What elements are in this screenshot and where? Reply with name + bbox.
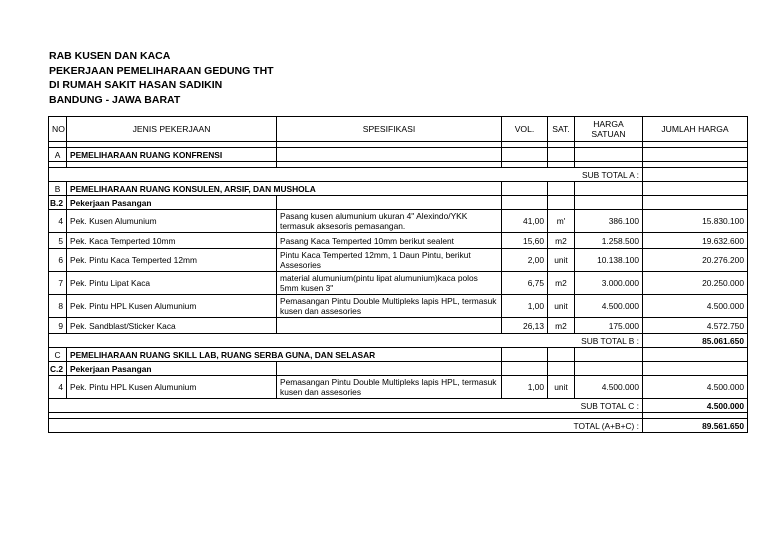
item-vol: 1,00 (502, 295, 548, 318)
item-jenis: Pek. Pintu HPL Kusen Alumunium (67, 376, 277, 399)
total-label: TOTAL (A+B+C) : (49, 419, 643, 433)
table-row (49, 272, 748, 295)
col-header-harga: HARGA SATUAN (575, 117, 643, 142)
subsection-b2-code: B.2 (49, 196, 67, 210)
item-harga: 3.000.000 (575, 272, 643, 295)
item-no: 9 (49, 318, 67, 334)
item-vol: 41,00 (502, 210, 548, 233)
item-jenis: Pek. Kusen Alumunium (67, 210, 277, 233)
col-header-vol: VOL. (502, 117, 548, 142)
col-header-no: NO (49, 117, 67, 142)
section-a-code: A (49, 148, 67, 162)
item-sat: unit (548, 376, 575, 399)
section-c-title: PEMELIHARAAN RUANG SKILL LAB, RUANG SERBA GUNA, DAN SELASAR (67, 348, 502, 362)
item-harga: 175.000 (575, 318, 643, 334)
total-row (49, 419, 748, 433)
header-line-3: DI RUMAH SAKIT HASAN SADIKIN (49, 79, 223, 91)
col-header-jenis: JENIS PEKERJAAN (67, 117, 277, 142)
table-row (49, 233, 748, 249)
subtotal-c-label: SUB TOTAL C : (49, 399, 643, 413)
subsection-c2-code: C.2 (49, 362, 67, 376)
subtotal-c-row (49, 399, 748, 413)
item-harga: 10.138.100 (575, 249, 643, 272)
col-header-spesifikasi: SPESIFIKASI (277, 117, 502, 142)
rab-table (48, 116, 748, 433)
item-vol: 26,13 (502, 318, 548, 334)
section-c-row (49, 348, 748, 362)
item-spesifikasi: Pemasangan Pintu Double Multipleks lapis HPL, termasuk kusen dan assesories (277, 376, 502, 399)
item-harga: 1.258.500 (575, 233, 643, 249)
col-header-jumlah: JUMLAH HARGA (643, 117, 748, 142)
item-no: 5 (49, 233, 67, 249)
document-header (49, 49, 274, 107)
item-jumlah: 4.572.750 (643, 318, 748, 334)
item-sat: unit (548, 295, 575, 318)
item-jenis: Pek. Pintu Kaca Temperted 12mm (67, 249, 277, 272)
subtotal-a-label: SUB TOTAL A : (49, 168, 643, 182)
subtotal-a-value (643, 168, 748, 182)
item-harga: 386.100 (575, 210, 643, 233)
item-no: 4 (49, 376, 67, 399)
item-vol: 15,60 (502, 233, 548, 249)
item-harga: 4.500.000 (575, 376, 643, 399)
item-jumlah: 15.830.100 (643, 210, 748, 233)
col-header-sat: SAT. (548, 117, 575, 142)
item-no: 4 (49, 210, 67, 233)
section-b-title: PEMELIHARAAN RUANG KONSULEN, ARSIF, DAN MUSHOLA (67, 182, 502, 196)
item-spesifikasi (277, 318, 502, 334)
item-spesifikasi: material alumunium(pintu lipat alumunium)kaca polos 5mm kusen 3" (277, 272, 502, 295)
table-row (49, 210, 748, 233)
item-jumlah: 19.632.600 (643, 233, 748, 249)
section-b-code: B (49, 182, 67, 196)
item-spesifikasi: Pemasangan Pintu Double Multipleks lapis HPL, termasuk kusen dan assesories (277, 295, 502, 318)
item-vol: 2,00 (502, 249, 548, 272)
item-jenis: Pek. Sandblast/Sticker Kaca (67, 318, 277, 334)
item-jenis: Pek. Pintu HPL Kusen Alumunium (67, 295, 277, 318)
table-row (49, 295, 748, 318)
subsection-c2-row (49, 362, 748, 376)
item-jenis: Pek. Pintu Lipat Kaca (67, 272, 277, 295)
header-line-4: BANDUNG - JAWA BARAT (49, 93, 181, 106)
item-no: 8 (49, 295, 67, 318)
section-a-row (49, 148, 748, 162)
item-jumlah: 4.500.000 (643, 376, 748, 399)
subtotal-b-row (49, 334, 748, 348)
item-sat: m2 (548, 318, 575, 334)
item-spesifikasi: Pintu Kaca Temperted 12mm, 1 Daun Pintu, berikut Assesories (277, 249, 502, 272)
subsection-c2-title: Pekerjaan Pasangan (67, 362, 277, 376)
item-sat: unit (548, 249, 575, 272)
table-row (49, 318, 748, 334)
subsection-b2-title: Pekerjaan Pasangan (67, 196, 277, 210)
subtotal-a-row (49, 168, 748, 182)
table-row (49, 249, 748, 272)
item-jumlah: 20.250.000 (643, 272, 748, 295)
item-spesifikasi: Pasang kusen alumunium ukuran 4" Alexindo/YKK termasuk aksesoris pemasangan. (277, 210, 502, 233)
section-b-row (49, 182, 748, 196)
header-line-1: RAB KUSEN DAN KACA (49, 50, 171, 62)
item-sat: m2 (548, 233, 575, 249)
item-jenis: Pek. Kaca Temperted 10mm (67, 233, 277, 249)
subsection-b2-row (49, 196, 748, 210)
table-row (49, 376, 748, 399)
subtotal-c-value: 4.500.000 (643, 399, 748, 413)
subtotal-b-value: 85.061.650 (643, 334, 748, 348)
item-jumlah: 20.276.200 (643, 249, 748, 272)
section-a-title: PEMELIHARAAN RUANG KONFRENSI (67, 148, 277, 162)
item-sat: m2 (548, 272, 575, 295)
section-c-code: C (49, 348, 67, 362)
total-value: 89.561.650 (643, 419, 748, 433)
item-spesifikasi: Pasang Kaca Temperted 10mm berikut sealent (277, 233, 502, 249)
table-header-row (49, 117, 748, 142)
item-harga: 4.500.000 (575, 295, 643, 318)
item-vol: 6,75 (502, 272, 548, 295)
item-vol: 1,00 (502, 376, 548, 399)
item-no: 6 (49, 249, 67, 272)
item-no: 7 (49, 272, 67, 295)
item-jumlah: 4.500.000 (643, 295, 748, 318)
subtotal-b-label: SUB TOTAL B : (49, 334, 643, 348)
header-line-2: PEKERJAAN PEMELIHARAAN GEDUNG THT (49, 64, 274, 77)
item-sat: m' (548, 210, 575, 233)
